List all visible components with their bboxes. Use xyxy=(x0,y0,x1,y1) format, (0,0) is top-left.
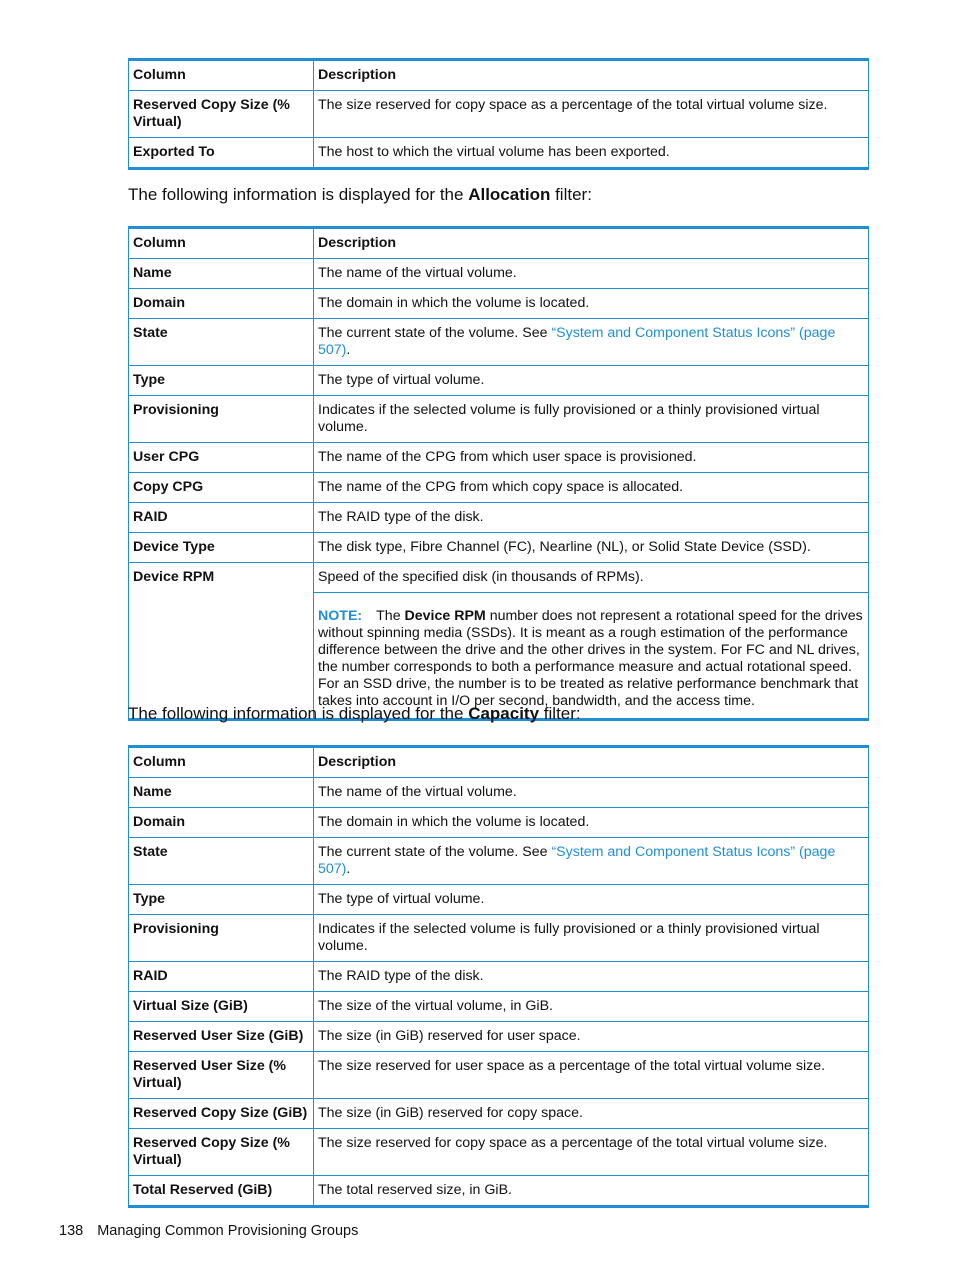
table-row xyxy=(129,1052,869,1099)
intro-text-end: filter: xyxy=(539,704,581,723)
table-row xyxy=(129,915,869,962)
row-description: The type of virtual volume. xyxy=(314,366,869,396)
row-label: Name xyxy=(129,259,314,289)
row-label: Reserved Copy Size (GiB) xyxy=(129,1099,314,1129)
table-row xyxy=(129,366,869,396)
row-label: Provisioning xyxy=(129,915,314,962)
table-row xyxy=(129,838,869,885)
row-label: Reserved User Size (GiB) xyxy=(129,1022,314,1052)
row-label: Copy CPG xyxy=(129,473,314,503)
table-row xyxy=(129,289,869,319)
row-label: Provisioning xyxy=(129,396,314,443)
header-description: Description xyxy=(314,228,869,259)
row-label: Type xyxy=(129,885,314,915)
row-label: Domain xyxy=(129,808,314,838)
row-description: The domain in which the volume is located. xyxy=(314,808,869,838)
row-description xyxy=(314,838,869,885)
table-row xyxy=(129,992,869,1022)
intro-text: The following information is displayed for the xyxy=(128,185,469,204)
row-label: Device RPM xyxy=(129,563,314,720)
row-label: Reserved Copy Size (% Virtual) xyxy=(129,91,314,138)
row-description: Indicates if the selected volume is fully provisioned or a thinly provisioned virtual volume. xyxy=(314,396,869,443)
table-row xyxy=(129,443,869,473)
note-bold-term: Device RPM xyxy=(404,608,486,624)
note-text: The xyxy=(376,608,405,624)
table-row xyxy=(129,138,869,169)
page-footer xyxy=(59,1222,358,1240)
status-icons-link[interactable]: “System and Component Status Icons” (page 507) xyxy=(318,844,836,877)
row-description: The domain in which the volume is located. xyxy=(314,289,869,319)
note-block xyxy=(314,593,869,720)
status-icons-link[interactable]: “System and Component Status Icons” (page 507) xyxy=(318,325,836,358)
header-column: Column xyxy=(129,228,314,259)
header-column: Column xyxy=(129,747,314,778)
row-description: The size (in GiB) reserved for copy space. xyxy=(314,1099,869,1129)
row-description: The name of the CPG from which copy space is allocated. xyxy=(314,473,869,503)
row-description: The disk type, Fibre Channel (FC), Nearline (NL), or Solid State Device (SSD). xyxy=(314,533,869,563)
header-description: Description xyxy=(314,747,869,778)
desc-text: The current state of the volume. See xyxy=(318,844,552,860)
table-row xyxy=(129,259,869,289)
note-text-rest: number does not represent a rotational speed for the drives without spinning media (SSDs). It is meant as a rough estimation of the performance difference between the drive and the other drives in the system. For FC and NL drives, the number corresponds to both a performance measure and actual rotational speed. For an SSD drive, the number is to be treated as relative performance benchmark that takes into account in I/O per second, bandwidth, and the access time. xyxy=(318,608,863,709)
desc-text-end: . xyxy=(346,861,351,877)
row-description: The name of the virtual volume. xyxy=(314,259,869,289)
row-description: The size reserved for copy space as a percentage of the total virtual volume size. xyxy=(314,1129,869,1176)
row-label: State xyxy=(129,319,314,366)
intro-text-end: filter: xyxy=(550,185,592,204)
row-description: The total reserved size, in GiB. xyxy=(314,1176,869,1207)
table-row xyxy=(129,319,869,366)
row-label: Device Type xyxy=(129,533,314,563)
table-row xyxy=(129,1099,869,1129)
filter-name: Capacity xyxy=(468,704,540,723)
table-header-row xyxy=(129,228,869,259)
row-description: The size of the virtual volume, in GiB. xyxy=(314,992,869,1022)
row-description: Indicates if the selected volume is fully provisioned or a thinly provisioned virtual volume. xyxy=(314,915,869,962)
row-description: Speed of the specified disk (in thousands of RPMs). xyxy=(314,563,869,593)
row-description: The RAID type of the disk. xyxy=(314,503,869,533)
row-description: The host to which the virtual volume has been exported. xyxy=(314,138,869,169)
table-volume-columns-continued xyxy=(128,58,869,170)
row-description: The type of virtual volume. xyxy=(314,885,869,915)
table-row xyxy=(129,1022,869,1052)
desc-text-end: . xyxy=(346,342,351,358)
row-label: Name xyxy=(129,778,314,808)
table-row xyxy=(129,473,869,503)
page-number: 138 xyxy=(59,1223,84,1239)
table-row xyxy=(129,1129,869,1176)
note-label: NOTE: xyxy=(318,608,363,624)
row-label: User CPG xyxy=(129,443,314,473)
row-label: State xyxy=(129,838,314,885)
row-label: RAID xyxy=(129,503,314,533)
table-row xyxy=(129,563,869,593)
table-row xyxy=(129,533,869,563)
row-label: Virtual Size (GiB) xyxy=(129,992,314,1022)
row-description: The size (in GiB) reserved for user space. xyxy=(314,1022,869,1052)
table-row xyxy=(129,396,869,443)
row-label: Type xyxy=(129,366,314,396)
table-row xyxy=(129,808,869,838)
table-row xyxy=(129,885,869,915)
row-description: The size reserved for user space as a percentage of the total virtual volume size. xyxy=(314,1052,869,1099)
table-capacity-filter xyxy=(128,745,869,1208)
table-row xyxy=(129,778,869,808)
row-label: RAID xyxy=(129,962,314,992)
table-row xyxy=(129,962,869,992)
table-allocation-filter xyxy=(128,226,869,721)
row-label: Exported To xyxy=(129,138,314,169)
filter-name: Allocation xyxy=(468,185,551,204)
row-label: Domain xyxy=(129,289,314,319)
capacity-intro xyxy=(128,704,581,724)
intro-text: The following information is displayed for the xyxy=(128,704,469,723)
row-description: The RAID type of the disk. xyxy=(314,962,869,992)
table-row xyxy=(129,503,869,533)
table-header-row xyxy=(129,747,869,778)
row-description: The name of the virtual volume. xyxy=(314,778,869,808)
allocation-intro xyxy=(128,185,592,205)
header-column: Column xyxy=(129,60,314,91)
table-header-row xyxy=(129,60,869,91)
desc-text: The current state of the volume. See xyxy=(318,325,552,341)
row-label: Reserved User Size (% Virtual) xyxy=(129,1052,314,1099)
row-description: The name of the CPG from which user space is provisioned. xyxy=(314,443,869,473)
row-label: Total Reserved (GiB) xyxy=(129,1176,314,1207)
row-description: The size reserved for copy space as a percentage of the total virtual volume size. xyxy=(314,91,869,138)
row-label: Reserved Copy Size (% Virtual) xyxy=(129,1129,314,1176)
header-description: Description xyxy=(314,60,869,91)
table-row xyxy=(129,1176,869,1207)
row-description xyxy=(314,319,869,366)
table-row xyxy=(129,91,869,138)
section-title: Managing Common Provisioning Groups xyxy=(97,1223,359,1239)
